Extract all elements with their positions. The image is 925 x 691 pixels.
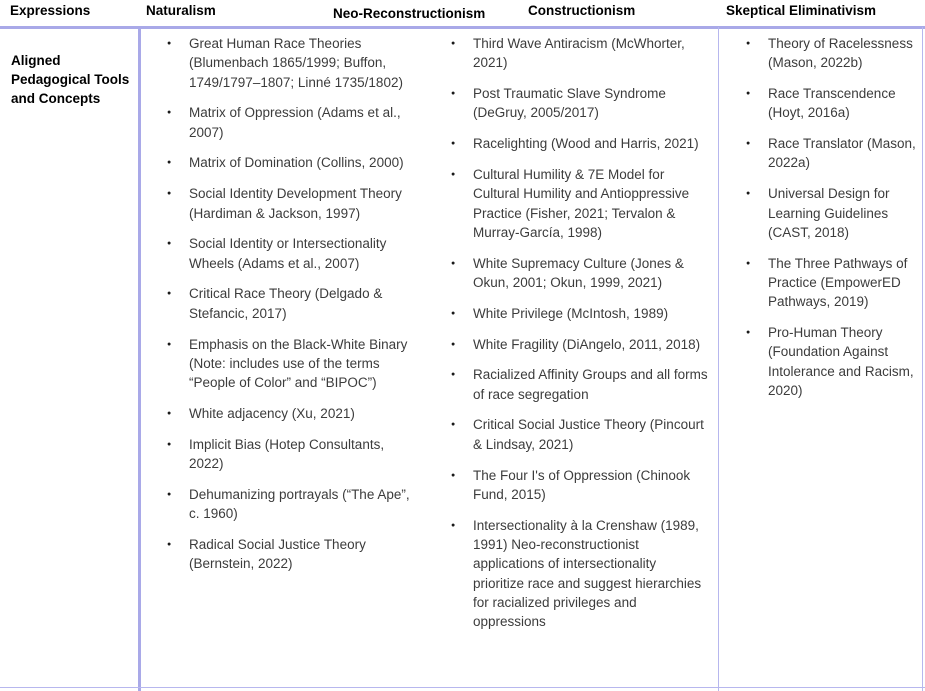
skeptical-eliminativism-list xyxy=(746,34,918,412)
list-item: ● Pro-Human Theory (Foundation Against Intolerance and Racism, 2020) xyxy=(746,323,918,400)
list-item: ● White Fragility (DiAngelo, 2011, 2018) xyxy=(451,335,709,354)
list-item: ● The Four I's of Oppression (Chinook Fund, 2015) xyxy=(451,466,709,505)
list-item: ● Matrix of Oppression (Adams et al., 2007) xyxy=(167,103,417,142)
list-item: ● Matrix of Domination (Collins, 2000) xyxy=(167,153,417,172)
list-item: ● Critical Social Justice Theory (Pincourt & Lindsay, 2021) xyxy=(451,415,709,454)
list-item: ● Universal Design for Learning Guidelines (CAST, 2018) xyxy=(746,184,918,242)
row-label: Aligned Pedagogical Tools and Concepts xyxy=(11,53,130,106)
list-item: ● White Supremacy Culture (Jones & Okun, 2001; Okun, 1999, 2021) xyxy=(451,254,709,293)
list-item: ● White adjacency (Xu, 2021) xyxy=(167,404,417,423)
column-divider-2 xyxy=(718,27,719,691)
list-item: ● The Three Pathways of Practice (EmpowerED Pathways, 2019) xyxy=(746,254,918,312)
list-item: ● Theory of Racelessness (Mason, 2022b) xyxy=(746,34,918,73)
list-item: ● Emphasis on the Black-White Binary (Note: includes use of the terms “People of Color” and “BIPOC”) xyxy=(167,335,417,393)
column-divider-1 xyxy=(138,27,141,691)
list-item: ● Great Human Race Theories (Blumenbach 1865/1999; Buffon, 1749/1797–1807; Linné 1735/1802) xyxy=(167,34,417,92)
list-item: ● White Privilege (McIntosh, 1989) xyxy=(451,304,709,323)
list-item: ● Racialized Affinity Groups and all forms of race segregation xyxy=(451,365,709,404)
neo-reconstructionism-list xyxy=(451,34,709,643)
list-item: ● Social Identity Development Theory (Hardiman & Jackson, 1997) xyxy=(167,184,417,223)
header-constructionism: Constructionism xyxy=(528,3,636,18)
list-item: ● Racelighting (Wood and Harris, 2021) xyxy=(451,134,709,153)
list-item: ● Race Transcendence (Hoyt, 2016a) xyxy=(746,84,918,123)
row-divider-bottom xyxy=(0,687,925,688)
header-skeptical-eliminativism: Skeptical Eliminativism xyxy=(726,3,877,18)
list-item: ● Social Identity or Intersectionality Wheels (Adams et al., 2007) xyxy=(167,234,417,273)
list-item: ● Post Traumatic Slave Syndrome (DeGruy, 2005/2017) xyxy=(451,84,709,123)
column-divider-3 xyxy=(922,27,923,691)
naturalism-list xyxy=(167,34,417,585)
list-item: ● Intersectionality à la Crenshaw (1989, 1991) Neo-reconstructionist applications of intersectionality prioritize race and suggest hierarchies for racialized privileges and oppressions xyxy=(451,516,709,632)
header-naturalism: Naturalism xyxy=(146,3,216,18)
list-item: ● Dehumanizing portrayals (“The Ape”, c. 1960) xyxy=(167,485,417,524)
header-neo-reconstructionism: Neo-Reconstructionism xyxy=(333,6,486,21)
list-item: ● Implicit Bias (Hotep Consultants, 2022) xyxy=(167,435,417,474)
header-expressions: Expressions xyxy=(10,3,91,18)
list-item: ● Third Wave Antiracism (McWhorter, 2021) xyxy=(451,34,709,73)
list-item: ● Cultural Humility & 7E Model for Cultural Humility and Antioppressive Practice (Fisher, 2021; Tervalon & Murray-García, 1998) xyxy=(451,165,709,242)
list-item: ● Critical Race Theory (Delgado & Stefancic, 2017) xyxy=(167,284,417,323)
list-item: ● Race Translator (Mason, 2022a) xyxy=(746,134,918,173)
list-item: ● Radical Social Justice Theory (Bernstein, 2022) xyxy=(167,535,417,574)
